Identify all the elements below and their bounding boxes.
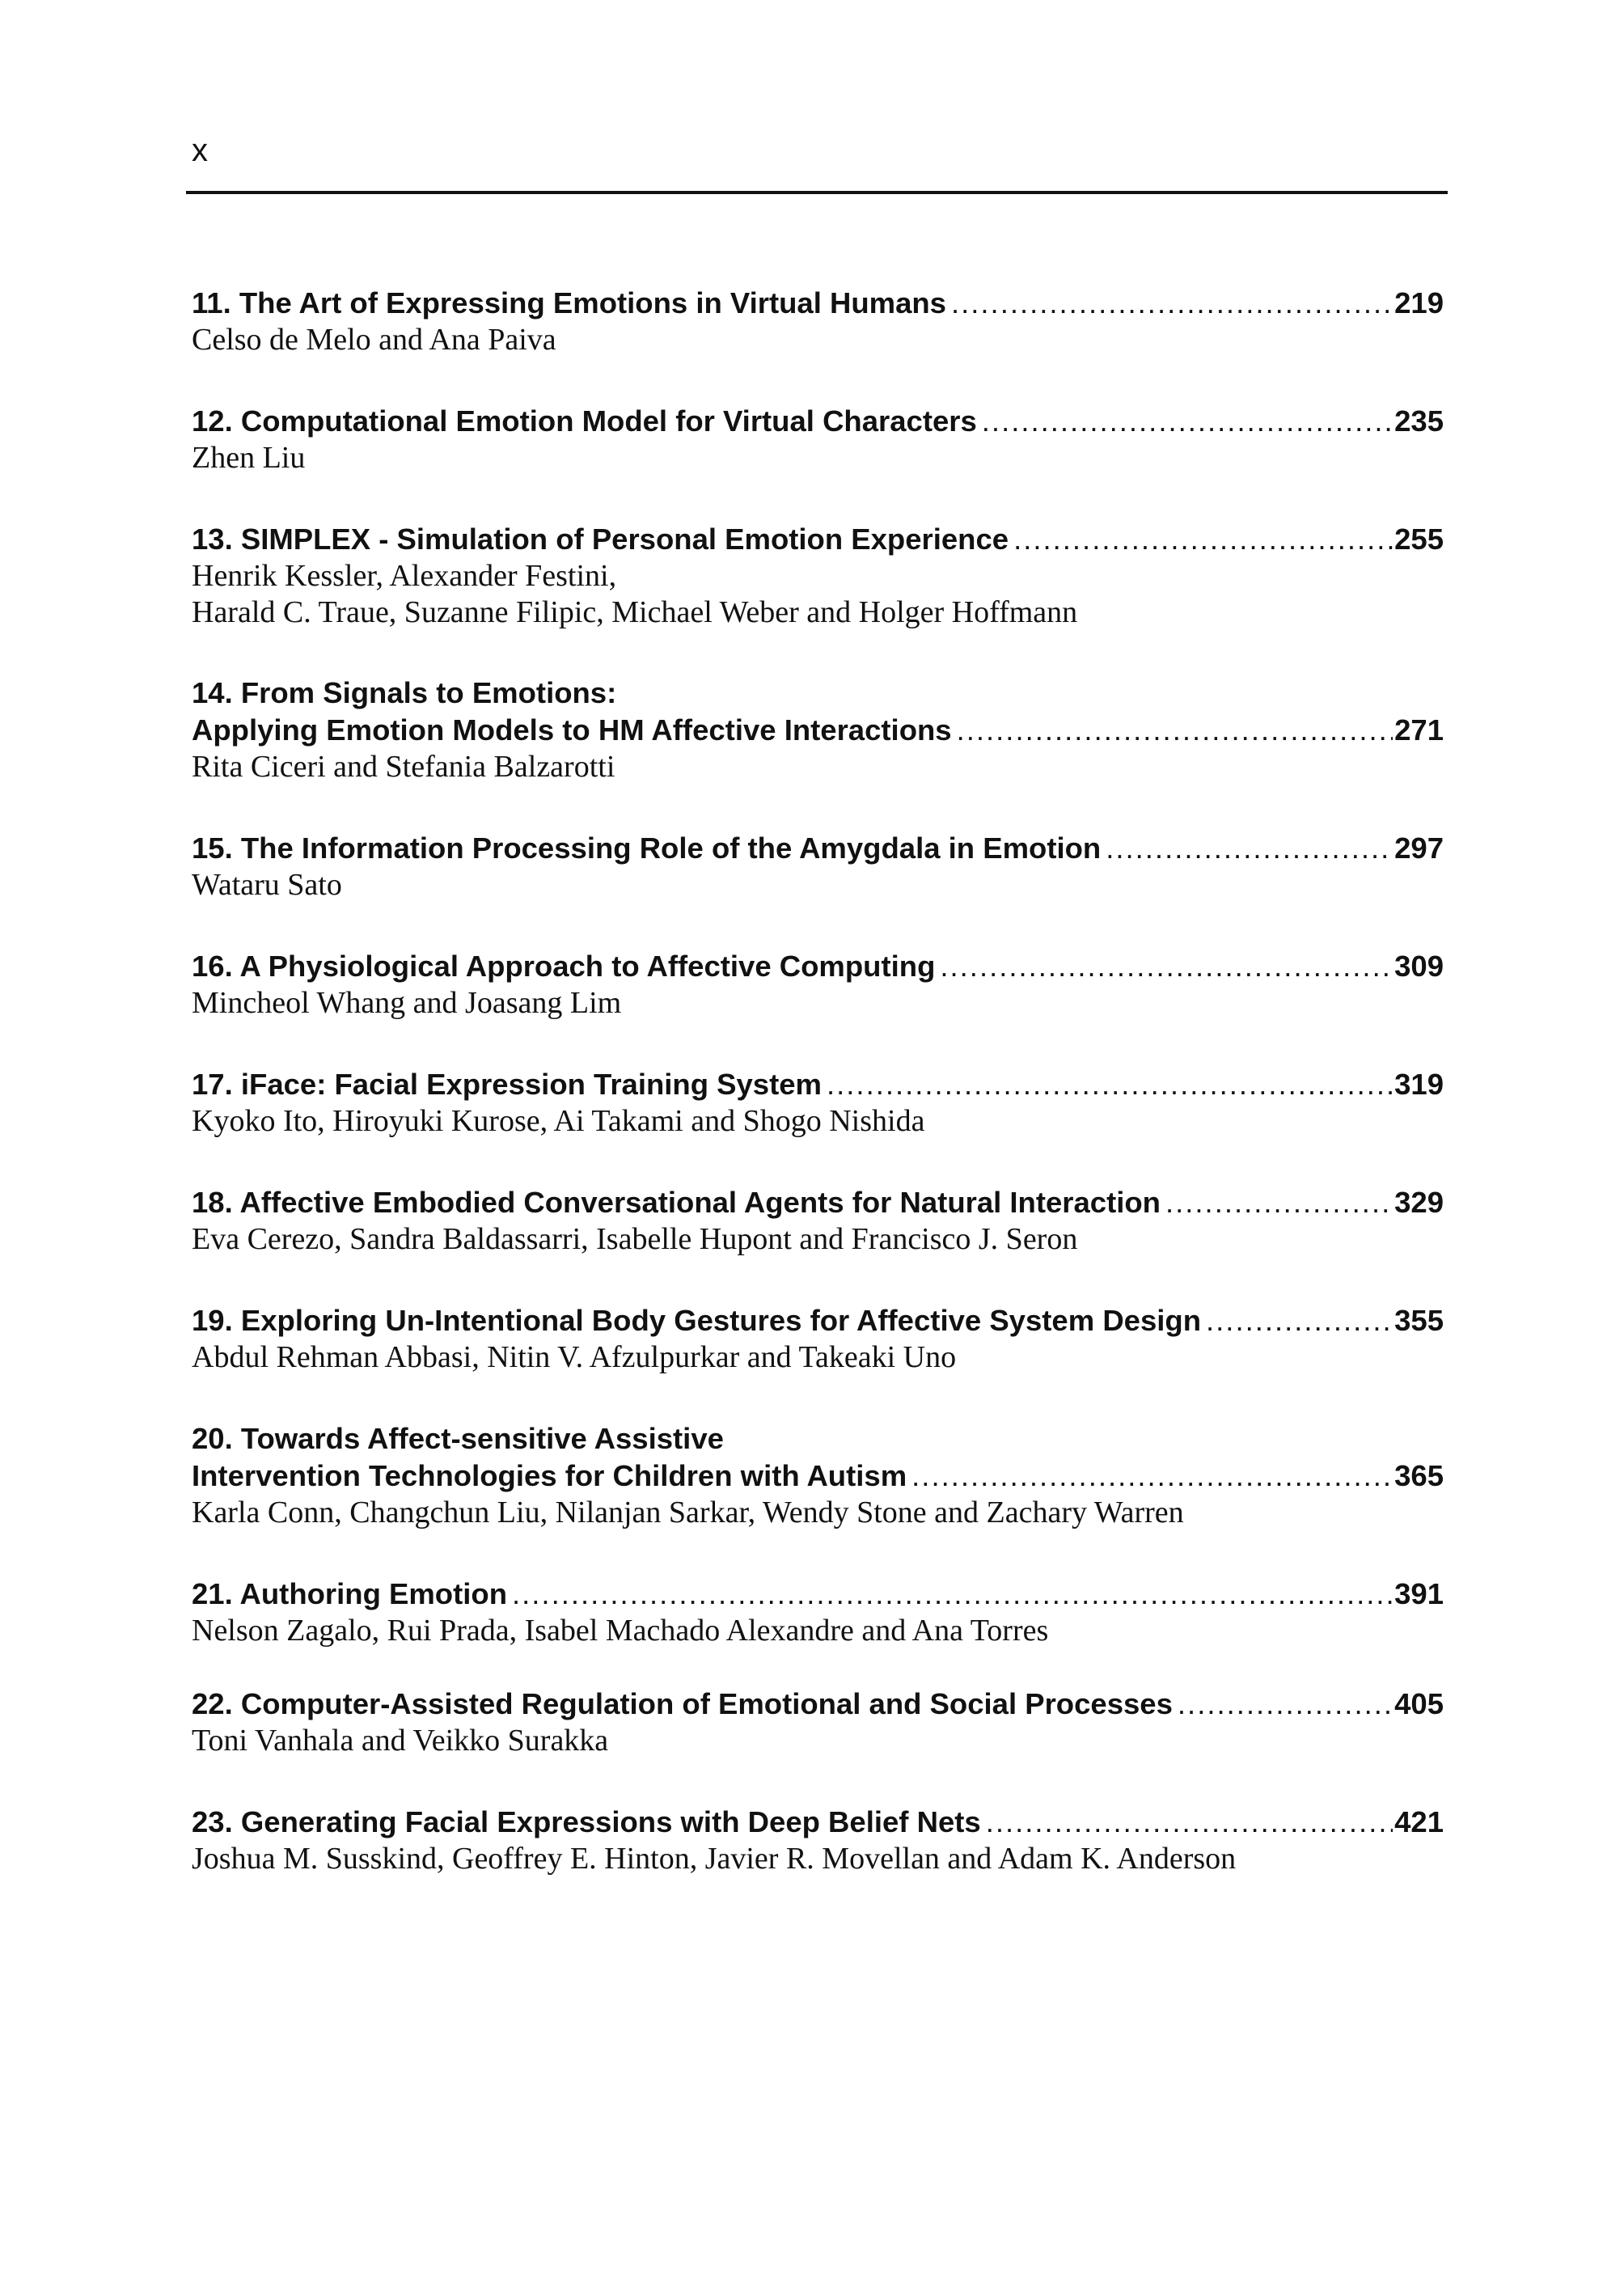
dot-leader	[827, 1066, 1393, 1103]
toc-title-line	[192, 1302, 1444, 1339]
toc-entry-18[interactable]	[192, 1184, 1444, 1258]
toc-page-number: 405	[1394, 1687, 1444, 1720]
dot-leader	[1178, 1686, 1393, 1723]
toc-title-line	[192, 1457, 1444, 1495]
dot-leader	[1013, 521, 1393, 558]
toc-title-line	[192, 1420, 1444, 1457]
dot-leader	[911, 1457, 1393, 1495]
toc-authors: Zhen Liu	[192, 441, 306, 475]
toc-entry-19[interactable]	[192, 1302, 1444, 1376]
dot-leader	[957, 712, 1394, 749]
toc-title: 22. Computer-Assisted Regulation of Emotional and Social Processes	[192, 1687, 1173, 1720]
toc-title-line	[192, 1804, 1444, 1841]
toc-page-number: 309	[1394, 950, 1444, 983]
toc-entry-22[interactable]	[192, 1686, 1444, 1759]
toc-title: 12. Computational Emotion Model for Virtual Characters	[192, 404, 977, 438]
toc-title-first-line: 20. Towards Affect-sensitive Assistive	[192, 1422, 724, 1455]
toc-title-first-line: 14. From Signals to Emotions:	[192, 676, 617, 709]
toc-title: 11. The Art of Expressing Emotions in Virtual Humans	[192, 286, 946, 319]
toc-authors: Rita Ciceri and Stefania Balzarotti	[192, 750, 615, 784]
toc-entry-23[interactable]	[192, 1804, 1444, 1877]
toc-title-line	[192, 521, 1444, 558]
toc-title: 18. Affective Embodied Conversational Agents for Natural Interaction	[192, 1186, 1161, 1219]
toc-entry-17[interactable]	[192, 1066, 1444, 1140]
toc-title-line	[192, 1576, 1444, 1613]
toc-title: 23. Generating Facial Expressions with Deep Belief Nets	[192, 1805, 981, 1838]
dot-leader	[1106, 830, 1393, 867]
toc-title-line	[192, 712, 1444, 749]
toc-title: Intervention Technologies for Children with Autism	[192, 1459, 907, 1492]
toc-page-number: 271	[1394, 713, 1444, 747]
toc-entry-12[interactable]	[192, 403, 1444, 476]
toc-title-line	[192, 1066, 1444, 1103]
dot-leader	[951, 285, 1393, 322]
toc-entry-14[interactable]	[192, 675, 1444, 785]
toc-authors: Nelson Zagalo, Rui Prada, Isabel Machado Alexandre and Ana Torres	[192, 1614, 1049, 1648]
toc-entry-13[interactable]	[192, 521, 1444, 631]
toc-page-number: 219	[1394, 286, 1444, 319]
toc-title: 19. Exploring Un-Intentional Body Gestures for Affective System Design	[192, 1304, 1202, 1337]
dot-leader	[512, 1576, 1393, 1613]
toc-title: Applying Emotion Models to HM Affective Interactions	[192, 713, 952, 747]
toc-page-number: 297	[1394, 831, 1444, 865]
toc-title-line	[192, 1184, 1444, 1221]
toc-title-line	[192, 948, 1444, 985]
toc-authors: Toni Vanhala and Veikko Surakka	[192, 1724, 609, 1758]
toc-entry-11[interactable]	[192, 285, 1444, 358]
page-number: x	[192, 133, 208, 168]
dot-leader	[986, 1804, 1393, 1841]
toc-authors: Celso de Melo and Ana Paiva	[192, 323, 556, 357]
toc-title-line	[192, 675, 1444, 712]
toc-entry-16[interactable]	[192, 948, 1444, 1022]
toc-page-number: 365	[1394, 1459, 1444, 1492]
toc-title-line	[192, 1686, 1444, 1723]
toc-authors: Abdul Rehman Abbasi, Nitin V. Afzulpurkar and Takeaki Uno	[192, 1340, 957, 1374]
toc-authors: Kyoko Ito, Hiroyuki Kurose, Ai Takami and Shogo Nishida	[192, 1104, 925, 1138]
toc-authors: Joshua M. Susskind, Geoffrey E. Hinton, Javier R. Movellan and Adam K. Anderson	[192, 1842, 1237, 1876]
toc-page-number: 255	[1394, 522, 1444, 556]
toc-title: 13. SIMPLEX - Simulation of Personal Emotion Experience	[192, 522, 1009, 556]
dot-leader	[1165, 1184, 1393, 1221]
toc-title-line	[192, 285, 1444, 322]
dot-leader	[982, 403, 1393, 440]
dot-leader	[1206, 1302, 1393, 1339]
toc-page-number: 421	[1394, 1805, 1444, 1838]
toc-page-number: 319	[1394, 1068, 1444, 1101]
toc-entry-15[interactable]	[192, 830, 1444, 903]
toc-page-number: 329	[1394, 1186, 1444, 1219]
toc-title: 21. Authoring Emotion	[192, 1577, 507, 1610]
toc-entry-21[interactable]	[192, 1576, 1444, 1649]
header-rule	[186, 191, 1448, 194]
toc-authors: Karla Conn, Changchun Liu, Nilanjan Sarkar, Wendy Stone and Zachary Warren	[192, 1496, 1184, 1529]
toc-title-line	[192, 403, 1444, 440]
toc-page-number: 355	[1394, 1304, 1444, 1337]
toc-authors: Harald C. Traue, Suzanne Filipic, Michael Weber and Holger Hoffmann	[192, 595, 1078, 629]
toc-authors: Wataru Sato	[192, 868, 342, 902]
toc-title: 15. The Information Processing Role of the Amygdala in Emotion	[192, 831, 1102, 865]
toc-page-number: 391	[1394, 1577, 1444, 1610]
toc-entry-20[interactable]	[192, 1420, 1444, 1531]
dot-leader	[940, 948, 1393, 985]
toc-title: 17. iFace: Facial Expression Training System	[192, 1068, 822, 1101]
toc-authors: Mincheol Whang and Joasang Lim	[192, 986, 622, 1020]
toc-title: 16. A Physiological Approach to Affective Computing	[192, 950, 936, 983]
toc-page-number: 235	[1394, 404, 1444, 438]
toc-authors: Eva Cerezo, Sandra Baldassarri, Isabelle Hupont and Francisco J. Seron	[192, 1222, 1078, 1256]
toc-authors: Henrik Kessler, Alexander Festini,	[192, 559, 617, 593]
toc-title-line	[192, 830, 1444, 867]
